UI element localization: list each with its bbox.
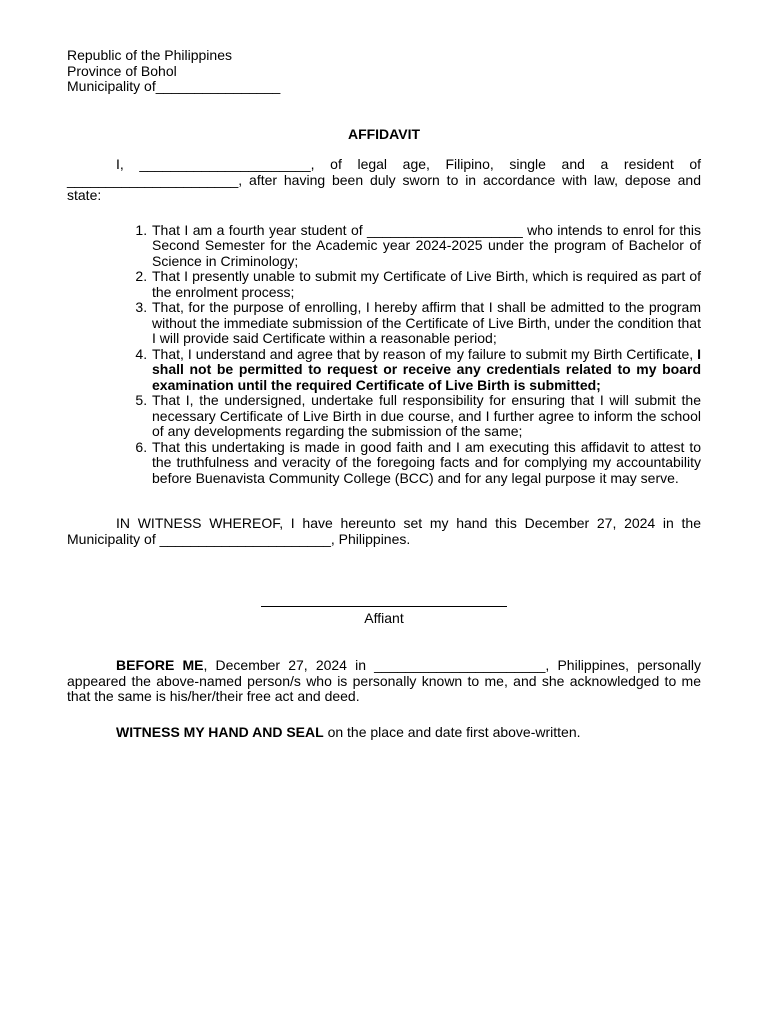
statement-item-6 xyxy=(151,440,701,487)
statement-text: That I, the undersigned, undertake full responsibility for ensuring that I will submit the necessary Certificate of Live Birth in due course, and I further agree to inform the school of any developments regarding the submission of the same; xyxy=(152,392,701,439)
statement-text: That, for the purpose of enrolling, I hereby affirm that I shall be admitted to the program without the immediate submission of the Certificate of Live Birth, under the condition that I will provide said Certificate within a reasonable period; xyxy=(152,299,701,346)
statement-item-5 xyxy=(151,393,701,440)
statement-text: That, I understand and agree that by reason of my failure to submit my Birth Certificate, xyxy=(152,345,698,362)
statement-bold-text: I shall not be permitted to request or receive any credentials related to my board examination until the required Certificate of Live Birth is submitted; xyxy=(152,345,701,393)
statement-item-1 xyxy=(151,223,701,270)
intro-paragraph: I, ______________________, of legal age, Filipino, single and a resident of ______________________, after having been duly sworn to in accordance with law, depose and state: xyxy=(67,156,701,203)
signature-label: Affiant xyxy=(364,609,404,626)
statement-list xyxy=(67,223,701,487)
before-me-text: , December 27, 2024 in ______________________, Philippines, personally appeared the above-named person/s who is personally known to me, and she acknowledged to me that the same is his/her/their free act and deed. xyxy=(67,657,702,704)
statement-text: That I presently unable to submit my Certificate of Live Birth, which is required as part of the enrolment process; xyxy=(152,268,701,300)
before-me-paragraph xyxy=(67,658,701,705)
witness-paragraph: IN WITNESS WHEREOF, I have hereunto set my hand this December 27, 2024 in the Municipality of ______________________, Philippines. xyxy=(67,515,701,547)
statement-text: That I am a fourth year student of ____________________ who intends to enrol for this Second Semester for the Academic year 2024-2025 under the program of Bachelor of Science in Criminology; xyxy=(152,221,701,269)
signature-line xyxy=(261,600,507,607)
document-header xyxy=(67,48,701,95)
statement-item-4 xyxy=(151,347,701,394)
header-province: Province of Bohol xyxy=(67,62,177,79)
header-municipality: Municipality of________________ xyxy=(67,78,281,94)
statement-text: That this undertaking is made in good faith and I am executing this affidavit to attest to the truthfulness and veracity of the foregoing facts and for complying my accountability before Buenavista Community College (BCC) and for any legal purpose it may serve. xyxy=(152,438,701,486)
statement-item-2 xyxy=(151,269,701,300)
statement-item-3 xyxy=(151,300,701,347)
before-me-label: BEFORE ME xyxy=(116,657,204,673)
affidavit-document xyxy=(67,48,701,740)
header-republic: Republic of the Philippines xyxy=(67,47,232,63)
document-title: AFFIDAVIT xyxy=(347,125,421,142)
signature-block xyxy=(67,595,701,626)
seal-label: WITNESS MY HAND AND SEAL xyxy=(116,723,324,740)
seal-text: on the place and date first above-written. xyxy=(323,723,581,740)
seal-paragraph xyxy=(67,725,701,741)
